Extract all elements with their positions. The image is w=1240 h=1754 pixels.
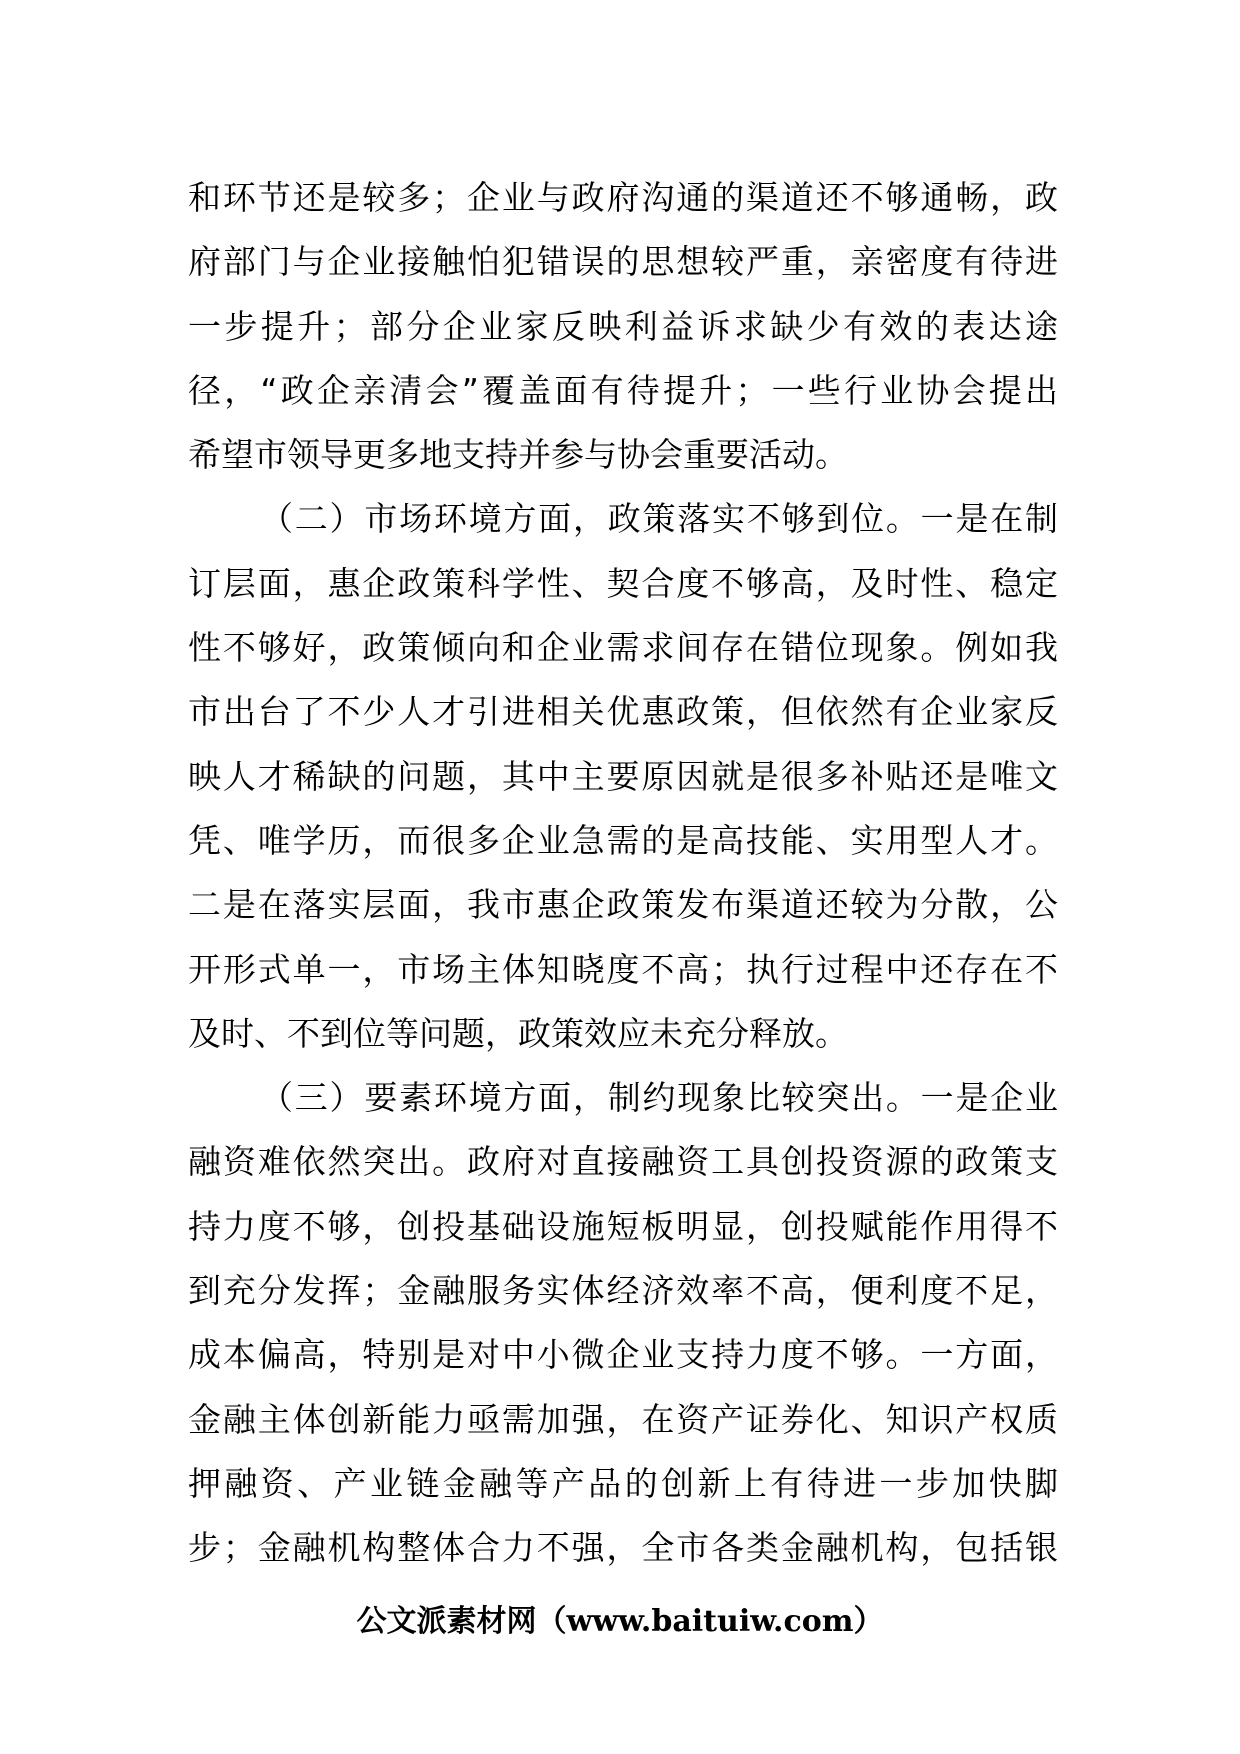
document-body xyxy=(188,166,1058,1581)
text-line: 金融主体创新能力亟需加强，在资产证券化、知识产权质 xyxy=(188,1399,1058,1439)
text-line: 成本偏高，特别是对中小微企业支持力度不够。一方面， xyxy=(188,1335,1058,1375)
text-line: 订层面，惠企政策科学性、契合度不够高，及时性、稳定 xyxy=(188,563,1058,603)
text-line: 持力度不够，创投基础设施短板明显，创投赋能作用得不 xyxy=(188,1206,1058,1246)
text-line: 押融资、产业链金融等产品的创新上有待进一步加快脚 xyxy=(188,1463,1058,1503)
text-line: 一步提升；部分企业家反映利益诉求缺少有效的表达途 xyxy=(188,306,1058,346)
text-line: 映人才稀缺的问题，其中主要原因就是很多补贴还是唯文 xyxy=(188,756,1058,796)
section-heading-line: （二）市场环境方面，政策落实不够到位。一是在制 xyxy=(260,499,1058,539)
text-line: 希望市领导更多地支持并参与协会重要活动。 xyxy=(188,435,848,475)
text-line: 融资难依然突出。政府对直接融资工具创投资源的政策支 xyxy=(188,1142,1058,1182)
text-line: 市出台了不少人才引进相关优惠政策，但依然有企业家反 xyxy=(188,692,1058,732)
text-line: 及时、不到位等问题，政策效应未充分释放。 xyxy=(188,1013,848,1053)
text-line: 开形式单一，市场主体知晓度不高；执行过程中还存在不 xyxy=(188,949,1058,989)
text-line: 到充分发挥；金融服务实体经济效率不高，便利度不足， xyxy=(188,1271,1058,1311)
text-line: 和环节还是较多；企业与政府沟通的渠道还不够通畅，政 xyxy=(188,178,1058,217)
page-footer: 公文派素材网（www.baitui​w.com） xyxy=(356,1604,884,1639)
text-line: 凭、唯学历，而很多企业急需的是高技能、实用型人才。 xyxy=(188,820,1058,860)
section-heading-line: （三）要素环境方面，制约现象比较突出。一是企业 xyxy=(260,1078,1058,1118)
text-line: 性不够好，政策倾向和企业需求间存在错位现象。例如我 xyxy=(188,628,1058,668)
text-line: 径，“政企亲清会”覆盖面有待提升；一些行业协会提出 xyxy=(188,370,1058,410)
text-line: 步；金融机构整体合力不强，全市各类金融机构，包括银 xyxy=(188,1528,1058,1568)
text-line: 府部门与企业接触怕犯错误的思想较严重，亲密度有待进 xyxy=(188,242,1058,282)
text-line: 二是在落实层面，我市惠企政策发布渠道还较为分散，公 xyxy=(188,885,1058,925)
